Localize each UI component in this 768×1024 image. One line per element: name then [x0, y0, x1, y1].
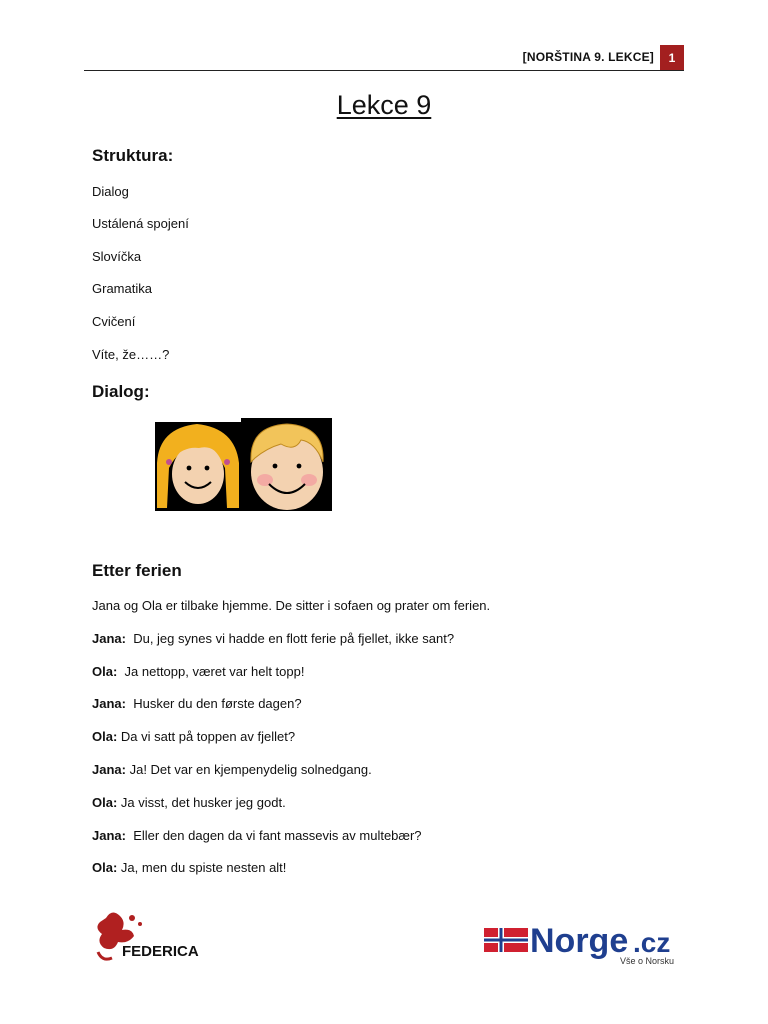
- page-title: Lekce 9: [336, 90, 432, 120]
- structure-item: Slovíčka: [92, 249, 142, 264]
- structure-heading: Struktura:: [92, 146, 174, 165]
- structure-item: Víte, že……?: [92, 347, 170, 362]
- svg-text:Vše o Norsku: Vše o Norsku: [620, 956, 675, 966]
- section-heading: Etter ferien: [92, 561, 182, 580]
- dialog-line: Ola: Da vi satt på toppen av fjellet?: [92, 729, 296, 744]
- dialog-line: Jana: Husker du den første dagen?: [92, 696, 302, 711]
- svg-text:Norge: Norge: [530, 922, 629, 960]
- dialog-line: Ola: Ja, men du spiste nesten alt!: [92, 860, 287, 875]
- dialog-line: Jana: Du, jeg synes vi hadde en flott ferie på fjellet, ikke sant?: [92, 631, 455, 646]
- structure-item: Cvičení: [92, 314, 136, 329]
- intro-text: Jana og Ola er tilbake hjemme. De sitter i sofaen og prater om ferien.: [92, 598, 491, 613]
- header-text: [NORŠTINA 9. LEKCE]: [522, 50, 654, 64]
- dialog-line: Jana: Ja! Det var en kjempenydelig solnedgang.: [92, 762, 372, 777]
- structure-item: Dialog: [92, 184, 129, 199]
- cartoon-faces-image: [155, 418, 332, 516]
- svg-text:FEDERICA: FEDERICA: [122, 943, 199, 960]
- structure-item: Gramatika: [92, 281, 152, 296]
- dialog-line: Ola: Ja nettopp, været var helt topp!: [92, 664, 305, 679]
- dialog-heading: Dialog:: [92, 382, 150, 401]
- dialog-line: Ola: Ja visst, det husker jeg godt.: [92, 795, 286, 810]
- svg-text:.cz: .cz: [633, 927, 671, 958]
- header-rule: [84, 70, 684, 71]
- federica-logo: [92, 908, 202, 966]
- norge-cz-logo: [482, 918, 687, 968]
- structure-item: Ustálená spojení: [92, 216, 189, 231]
- dialog-line: Jana: Eller den dagen da vi fant massevis av multebær?: [92, 828, 422, 843]
- page-number-badge: 1: [660, 45, 684, 71]
